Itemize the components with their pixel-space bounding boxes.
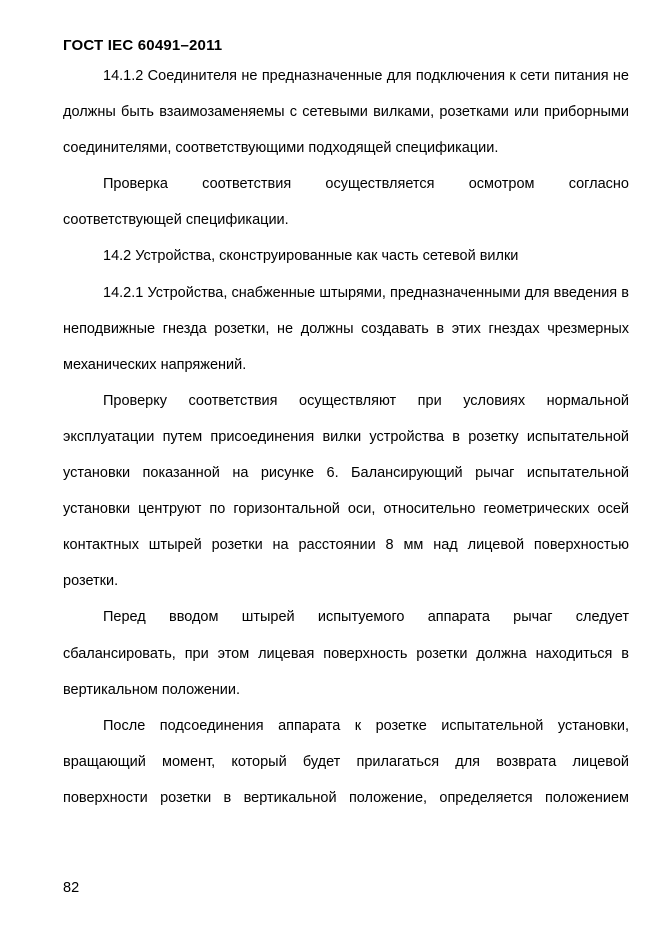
page-number: 82 <box>63 880 80 896</box>
paragraph-14-1-2: 14.1.2 Соединителя не предназначенные для подключения к сети питания не должны быть взаимозаменяемы с сетевыми вилками, розетками или приборными соединителями, соответствующими подходящей спецификации. <box>63 68 629 157</box>
paragraph-after-connection: После подсоединения аппарата к розетке испытательной установки, вращающий момент, который будет прилагаться для возврата лицевой поверхности розетки в вертикальной положение, определяется положением <box>63 717 629 806</box>
paragraph-check-1: Проверка соответствия осуществляется осмотром согласно соответствующей спецификации. <box>63 176 629 229</box>
document-header: ГОСТ IEC 60491–2011 <box>63 37 223 54</box>
section-heading-14-2: 14.2 Устройства, сконструированные как часть сетевой вилки <box>103 248 519 265</box>
document-body <box>63 58 629 816</box>
paragraph-before-insertion: Перед вводом штырей испытуемого аппарата рычаг следует сбалансировать, при этом лицевая поверхность розетки должна находиться в вертикальном положении. <box>63 609 629 698</box>
paragraph-14-2-1: 14.2.1 Устройства, снабженные штырями, предназначенными для введения в неподвижные гнезда розетки, не должны создавать в этих гнездах чрезмерных механических напряжений. <box>63 284 629 373</box>
paragraph-check-2: Проверку соответствия осуществляют при условиях нормальной эксплуатации путем присоединения вилки устройства в розетку испытательной установки показанной на рисунке 6. Балансирующий рычаг испытательной установки центруют по горизонтальной оси, относительно геометрических осей контактных штырей розетки на расстоянии 8 мм над лицевой поверхностью розетки. <box>63 392 629 590</box>
